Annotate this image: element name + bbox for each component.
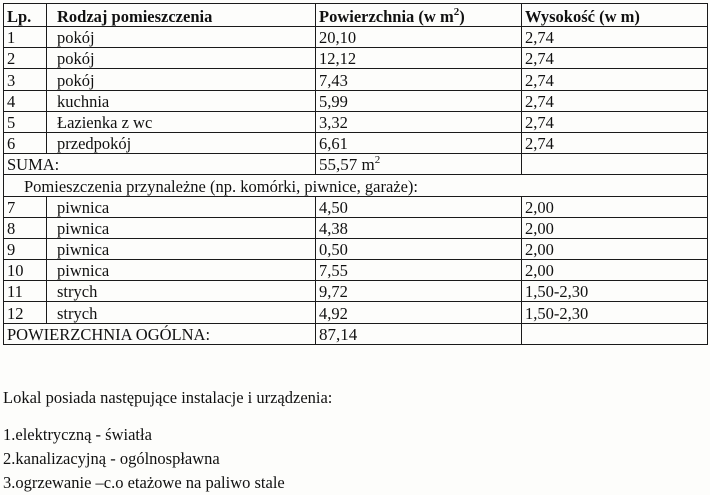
cell-room-name: strych <box>47 281 316 302</box>
cell-lp: 7 <box>4 196 47 217</box>
cell-area: 20,10 <box>316 27 522 48</box>
header-height: Wysokość (w m) <box>522 4 708 27</box>
cell-height: 2,00 <box>522 217 708 238</box>
auxiliary-room-row <box>4 196 708 217</box>
header-area-text: Powierzchnia (w m <box>319 7 454 26</box>
cell-room-name: pokój <box>47 27 316 48</box>
cell-room-name: kuchnia <box>47 90 316 111</box>
cell-room-name: piwnica <box>47 196 316 217</box>
room-row <box>4 48 708 69</box>
cell-height: 2,74 <box>522 132 708 153</box>
cell-lp: 2 <box>4 48 47 69</box>
cell-height: 2,74 <box>522 69 708 90</box>
cell-area: 6,61 <box>316 132 522 153</box>
cell-area: 5,99 <box>316 90 522 111</box>
cell-lp: 11 <box>4 281 47 302</box>
total-value: 87,14 <box>316 323 522 344</box>
sum-value <box>316 154 522 175</box>
room-area-table <box>3 3 708 345</box>
cell-area: 7,55 <box>316 260 522 281</box>
cell-lp: 6 <box>4 132 47 153</box>
sum-empty-cell <box>522 154 708 175</box>
cell-height: 2,74 <box>522 111 708 132</box>
cell-room-name: piwnica <box>47 260 316 281</box>
room-row <box>4 27 708 48</box>
cell-area: 0,50 <box>316 238 522 259</box>
cell-lp: 12 <box>4 302 47 323</box>
cell-lp: 1 <box>4 27 47 48</box>
auxiliary-room-row <box>4 302 708 323</box>
cell-room-name: pokój <box>47 69 316 90</box>
cell-height: 2,74 <box>522 27 708 48</box>
sum-row <box>4 154 708 175</box>
cell-room-name: piwnica <box>47 238 316 259</box>
cell-area: 4,38 <box>316 217 522 238</box>
installation-item-1: 1.elektryczną - światła <box>3 425 152 444</box>
cell-room-name: przedpokój <box>47 132 316 153</box>
cell-area: 12,12 <box>316 48 522 69</box>
cell-room-name: piwnica <box>47 217 316 238</box>
cell-height: 2,74 <box>522 48 708 69</box>
cell-area: 3,32 <box>316 111 522 132</box>
room-row <box>4 69 708 90</box>
sum-label: SUMA: <box>4 154 316 175</box>
cell-height: 2,00 <box>522 238 708 259</box>
auxiliary-header: Pomieszczenia przynależne (np. komórki, piwnice, garaże): <box>4 175 708 196</box>
room-rows <box>4 27 708 154</box>
sum-value-sup: 2 <box>374 153 381 166</box>
header-room-type: Rodzaj pomieszczenia <box>47 4 316 27</box>
header-area-close: ) <box>459 7 465 26</box>
cell-lp: 3 <box>4 69 47 90</box>
auxiliary-room-rows <box>4 196 708 323</box>
cell-lp: 4 <box>4 90 47 111</box>
cell-area: 4,50 <box>316 196 522 217</box>
cell-area: 4,92 <box>316 302 522 323</box>
room-row <box>4 132 708 153</box>
auxiliary-room-row <box>4 260 708 281</box>
cell-area: 9,72 <box>316 281 522 302</box>
header-area <box>316 4 522 27</box>
auxiliary-room-row <box>4 238 708 259</box>
room-row <box>4 111 708 132</box>
cell-room-name: pokój <box>47 48 316 69</box>
table-header-row <box>4 4 708 27</box>
room-row <box>4 90 708 111</box>
cell-room-name: strych <box>47 302 316 323</box>
total-row <box>4 323 708 344</box>
sum-value-text: 55,57 m <box>319 155 375 175</box>
installations-notes <box>3 386 332 495</box>
cell-height: 1,50-2,30 <box>522 302 708 323</box>
cell-height: 1,50-2,30 <box>522 281 708 302</box>
installations-intro: Lokal posiada następujące instalacje i urządzenia: <box>3 388 333 407</box>
cell-area: 7,43 <box>316 69 522 90</box>
cell-lp: 9 <box>4 238 47 259</box>
total-empty-cell <box>522 323 708 344</box>
total-label: POWIERZCHNIA OGÓLNA: <box>4 323 316 344</box>
cell-lp: 8 <box>4 217 47 238</box>
header-area-sup: 2 <box>453 5 460 18</box>
auxiliary-room-row <box>4 217 708 238</box>
installation-item-2: 2.kanalizacyjną - ogólnospławna <box>3 449 220 468</box>
cell-lp: 5 <box>4 111 47 132</box>
cell-height: 2,74 <box>522 90 708 111</box>
cell-height: 2,00 <box>522 196 708 217</box>
cell-height: 2,00 <box>522 260 708 281</box>
auxiliary-header-row <box>4 175 708 196</box>
total-section <box>4 323 708 344</box>
installation-item-3: 3.ogrzewanie –c.o etażowe na paliwo stale <box>3 473 285 492</box>
sum-section <box>4 154 708 196</box>
auxiliary-room-row <box>4 281 708 302</box>
header-lp: Lp. <box>4 4 47 27</box>
cell-lp: 10 <box>4 260 47 281</box>
cell-room-name: Łazienka z wc <box>47 111 316 132</box>
